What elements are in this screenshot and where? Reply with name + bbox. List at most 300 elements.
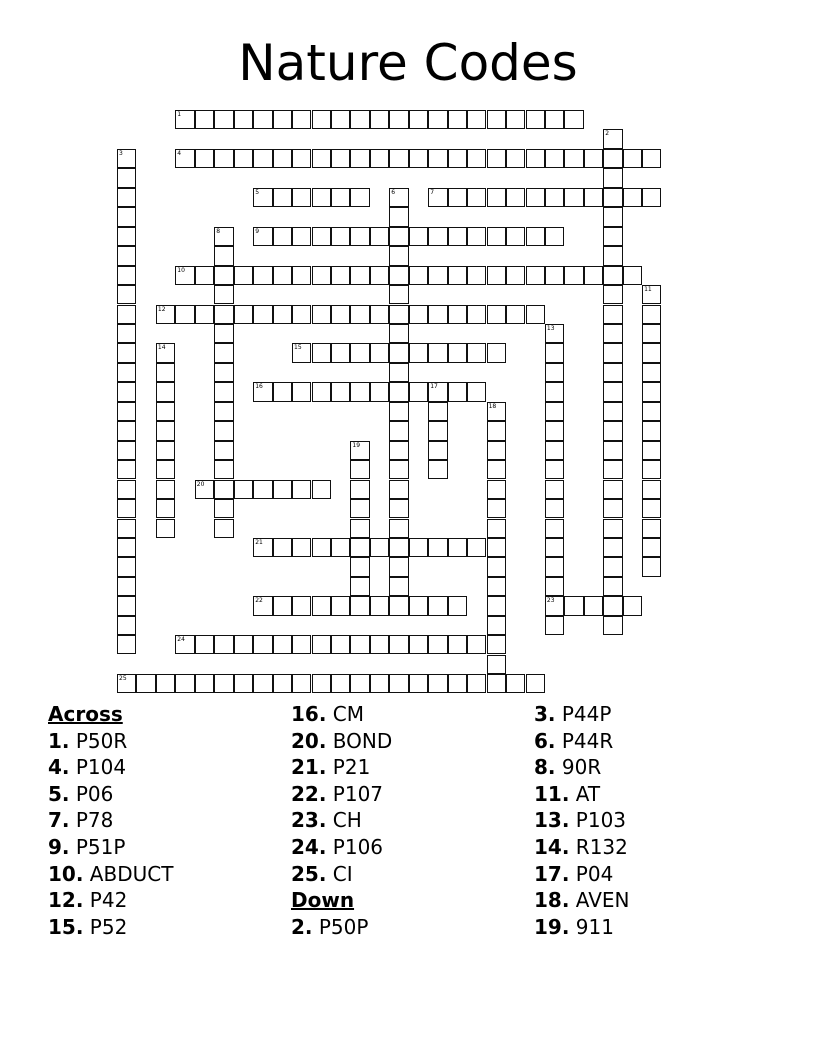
grid-cell[interactable]: [214, 110, 233, 129]
grid-cell[interactable]: [545, 149, 564, 168]
grid-cell[interactable]: [642, 402, 661, 421]
grid-cell[interactable]: [603, 480, 622, 499]
grid-cell[interactable]: [545, 110, 564, 129]
grid-cell[interactable]: [409, 149, 428, 168]
grid-cell[interactable]: [312, 596, 331, 615]
grid-cell[interactable]: [487, 343, 506, 362]
grid-cell[interactable]: [545, 519, 564, 538]
grid-cell[interactable]: [545, 616, 564, 635]
grid-cell[interactable]: [506, 674, 525, 693]
grid-cell[interactable]: [117, 168, 136, 187]
grid-cell[interactable]: [409, 227, 428, 246]
grid-cell[interactable]: [448, 343, 467, 362]
grid-cell[interactable]: [117, 557, 136, 576]
grid-cell[interactable]: [350, 557, 369, 576]
grid-cell[interactable]: [253, 596, 272, 615]
grid-cell[interactable]: [117, 363, 136, 382]
grid-cell[interactable]: [389, 343, 408, 362]
grid-cell[interactable]: [331, 110, 350, 129]
grid-cell[interactable]: [603, 246, 622, 265]
grid-cell[interactable]: [389, 557, 408, 576]
grid-cell[interactable]: [506, 266, 525, 285]
grid-cell[interactable]: [409, 596, 428, 615]
grid-cell[interactable]: [350, 441, 369, 460]
grid-cell[interactable]: [487, 305, 506, 324]
grid-cell[interactable]: [331, 343, 350, 362]
grid-cell[interactable]: [487, 596, 506, 615]
grid-cell[interactable]: [467, 149, 486, 168]
grid-cell[interactable]: [117, 266, 136, 285]
grid-cell[interactable]: [428, 441, 447, 460]
grid-cell[interactable]: [214, 674, 233, 693]
grid-cell[interactable]: [428, 635, 447, 654]
grid-cell[interactable]: [389, 480, 408, 499]
grid-cell[interactable]: [350, 227, 369, 246]
grid-cell[interactable]: [195, 110, 214, 129]
grid-cell[interactable]: [545, 363, 564, 382]
grid-cell[interactable]: [545, 596, 564, 615]
grid-cell[interactable]: [545, 499, 564, 518]
grid-cell[interactable]: [584, 596, 603, 615]
grid-cell[interactable]: [603, 577, 622, 596]
grid-cell[interactable]: [292, 538, 311, 557]
grid-cell[interactable]: [350, 188, 369, 207]
grid-cell[interactable]: [603, 596, 622, 615]
grid-cell[interactable]: [370, 343, 389, 362]
grid-cell[interactable]: [370, 266, 389, 285]
grid-cell[interactable]: [117, 324, 136, 343]
grid-cell[interactable]: [195, 674, 214, 693]
grid-cell[interactable]: [584, 266, 603, 285]
grid-cell[interactable]: [331, 227, 350, 246]
grid-cell[interactable]: [273, 538, 292, 557]
grid-cell[interactable]: [117, 674, 136, 693]
grid-cell[interactable]: [428, 188, 447, 207]
grid-cell[interactable]: [448, 596, 467, 615]
grid-cell[interactable]: [117, 596, 136, 615]
grid-cell[interactable]: [428, 149, 447, 168]
grid-cell[interactable]: [487, 149, 506, 168]
grid-cell[interactable]: [312, 480, 331, 499]
grid-cell[interactable]: [214, 363, 233, 382]
grid-cell[interactable]: [409, 305, 428, 324]
grid-cell[interactable]: [487, 577, 506, 596]
grid-cell[interactable]: [331, 188, 350, 207]
grid-cell[interactable]: [389, 207, 408, 226]
grid-cell[interactable]: [370, 110, 389, 129]
grid-cell[interactable]: [603, 207, 622, 226]
grid-cell[interactable]: [370, 149, 389, 168]
grid-cell[interactable]: [409, 674, 428, 693]
grid-cell[interactable]: [370, 596, 389, 615]
grid-cell[interactable]: [389, 421, 408, 440]
grid-cell[interactable]: [467, 538, 486, 557]
grid-cell[interactable]: [117, 616, 136, 635]
grid-cell[interactable]: [331, 596, 350, 615]
grid-cell[interactable]: [389, 635, 408, 654]
grid-cell[interactable]: [312, 674, 331, 693]
grid-cell[interactable]: [389, 460, 408, 479]
grid-cell[interactable]: [350, 110, 369, 129]
grid-cell[interactable]: [428, 596, 447, 615]
grid-cell[interactable]: [389, 188, 408, 207]
grid-cell[interactable]: [428, 382, 447, 401]
grid-cell[interactable]: [312, 266, 331, 285]
grid-cell[interactable]: [389, 577, 408, 596]
grid-cell[interactable]: [117, 480, 136, 499]
grid-cell[interactable]: [642, 324, 661, 343]
grid-cell[interactable]: [331, 674, 350, 693]
grid-cell[interactable]: [195, 305, 214, 324]
grid-cell[interactable]: [253, 266, 272, 285]
grid-cell[interactable]: [117, 635, 136, 654]
grid-cell[interactable]: [214, 402, 233, 421]
grid-cell[interactable]: [350, 305, 369, 324]
grid-cell[interactable]: [467, 266, 486, 285]
grid-cell[interactable]: [156, 421, 175, 440]
grid-cell[interactable]: [370, 635, 389, 654]
grid-cell[interactable]: [603, 499, 622, 518]
grid-cell[interactable]: [603, 441, 622, 460]
grid-cell[interactable]: [136, 674, 155, 693]
grid-cell[interactable]: [603, 616, 622, 635]
grid-cell[interactable]: [292, 188, 311, 207]
grid-cell[interactable]: [603, 168, 622, 187]
grid-cell[interactable]: [292, 110, 311, 129]
grid-cell[interactable]: [642, 557, 661, 576]
grid-cell[interactable]: [487, 519, 506, 538]
grid-cell[interactable]: [564, 149, 583, 168]
grid-cell[interactable]: [156, 441, 175, 460]
grid-cell[interactable]: [428, 227, 447, 246]
grid-cell[interactable]: [448, 674, 467, 693]
grid-cell[interactable]: [506, 149, 525, 168]
grid-cell[interactable]: [214, 324, 233, 343]
grid-cell[interactable]: [448, 538, 467, 557]
grid-cell[interactable]: [506, 110, 525, 129]
grid-cell[interactable]: [214, 149, 233, 168]
grid-cell[interactable]: [214, 499, 233, 518]
grid-cell[interactable]: [117, 421, 136, 440]
grid-cell[interactable]: [545, 538, 564, 557]
grid-cell[interactable]: [448, 188, 467, 207]
grid-cell[interactable]: [642, 343, 661, 362]
grid-cell[interactable]: [603, 421, 622, 440]
grid-cell[interactable]: [331, 635, 350, 654]
grid-cell[interactable]: [642, 441, 661, 460]
grid-cell[interactable]: [545, 577, 564, 596]
grid-cell[interactable]: [253, 382, 272, 401]
grid-cell[interactable]: [312, 538, 331, 557]
grid-cell[interactable]: [117, 285, 136, 304]
grid-cell[interactable]: [545, 441, 564, 460]
grid-cell[interactable]: [195, 266, 214, 285]
grid-cell[interactable]: [564, 596, 583, 615]
grid-cell[interactable]: [409, 110, 428, 129]
grid-cell[interactable]: [564, 110, 583, 129]
grid-cell[interactable]: [545, 460, 564, 479]
grid-cell[interactable]: [312, 382, 331, 401]
grid-cell[interactable]: [370, 227, 389, 246]
grid-cell[interactable]: [253, 674, 272, 693]
grid-cell[interactable]: [545, 188, 564, 207]
grid-cell[interactable]: [350, 538, 369, 557]
grid-cell[interactable]: [428, 110, 447, 129]
grid-cell[interactable]: [487, 402, 506, 421]
grid-cell[interactable]: [331, 266, 350, 285]
grid-cell[interactable]: [214, 441, 233, 460]
grid-cell[interactable]: [428, 266, 447, 285]
grid-cell[interactable]: [448, 635, 467, 654]
grid-cell[interactable]: [253, 635, 272, 654]
grid-cell[interactable]: [642, 421, 661, 440]
grid-cell[interactable]: [389, 227, 408, 246]
grid-cell[interactable]: [117, 188, 136, 207]
grid-cell[interactable]: [156, 402, 175, 421]
grid-cell[interactable]: [234, 266, 253, 285]
grid-cell[interactable]: [156, 460, 175, 479]
grid-cell[interactable]: [623, 149, 642, 168]
grid-cell[interactable]: [117, 149, 136, 168]
grid-cell[interactable]: [428, 674, 447, 693]
grid-cell[interactable]: [467, 305, 486, 324]
grid-cell[interactable]: [526, 305, 545, 324]
grid-cell[interactable]: [526, 227, 545, 246]
grid-cell[interactable]: [409, 382, 428, 401]
grid-cell[interactable]: [487, 616, 506, 635]
grid-cell[interactable]: [273, 227, 292, 246]
grid-cell[interactable]: [117, 343, 136, 362]
grid-cell[interactable]: [273, 149, 292, 168]
grid-cell[interactable]: [175, 635, 194, 654]
grid-cell[interactable]: [642, 460, 661, 479]
grid-cell[interactable]: [234, 480, 253, 499]
grid-cell[interactable]: [350, 577, 369, 596]
grid-cell[interactable]: [253, 227, 272, 246]
grid-cell[interactable]: [642, 285, 661, 304]
grid-cell[interactable]: [214, 343, 233, 362]
grid-cell[interactable]: [487, 266, 506, 285]
grid-cell[interactable]: [292, 382, 311, 401]
grid-cell[interactable]: [603, 266, 622, 285]
grid-cell[interactable]: [175, 674, 194, 693]
grid-cell[interactable]: [350, 460, 369, 479]
grid-cell[interactable]: [214, 421, 233, 440]
grid-cell[interactable]: [642, 188, 661, 207]
grid-cell[interactable]: [156, 519, 175, 538]
grid-cell[interactable]: [156, 305, 175, 324]
grid-cell[interactable]: [389, 363, 408, 382]
grid-cell[interactable]: [526, 188, 545, 207]
grid-cell[interactable]: [117, 207, 136, 226]
grid-cell[interactable]: [292, 635, 311, 654]
grid-cell[interactable]: [350, 343, 369, 362]
grid-cell[interactable]: [603, 343, 622, 362]
grid-cell[interactable]: [156, 499, 175, 518]
grid-cell[interactable]: [117, 441, 136, 460]
grid-cell[interactable]: [195, 149, 214, 168]
grid-cell[interactable]: [467, 188, 486, 207]
grid-cell[interactable]: [642, 149, 661, 168]
grid-cell[interactable]: [214, 285, 233, 304]
grid-cell[interactable]: [642, 305, 661, 324]
grid-cell[interactable]: [487, 421, 506, 440]
grid-cell[interactable]: [487, 460, 506, 479]
grid-cell[interactable]: [603, 129, 622, 148]
grid-cell[interactable]: [428, 305, 447, 324]
grid-cell[interactable]: [195, 635, 214, 654]
grid-cell[interactable]: [117, 460, 136, 479]
grid-cell[interactable]: [389, 674, 408, 693]
grid-cell[interactable]: [448, 305, 467, 324]
grid-cell[interactable]: [487, 227, 506, 246]
grid-cell[interactable]: [487, 674, 506, 693]
grid-cell[interactable]: [545, 266, 564, 285]
grid-cell[interactable]: [273, 382, 292, 401]
grid-cell[interactable]: [409, 266, 428, 285]
grid-cell[interactable]: [623, 188, 642, 207]
grid-cell[interactable]: [487, 188, 506, 207]
grid-cell[interactable]: [389, 382, 408, 401]
grid-cell[interactable]: [487, 635, 506, 654]
grid-cell[interactable]: [234, 149, 253, 168]
grid-cell[interactable]: [253, 188, 272, 207]
grid-cell[interactable]: [350, 499, 369, 518]
grid-cell[interactable]: [545, 480, 564, 499]
grid-cell[interactable]: [389, 324, 408, 343]
grid-cell[interactable]: [312, 635, 331, 654]
grid-cell[interactable]: [253, 305, 272, 324]
grid-cell[interactable]: [448, 227, 467, 246]
grid-cell[interactable]: [545, 382, 564, 401]
grid-cell[interactable]: [292, 149, 311, 168]
grid-cell[interactable]: [389, 596, 408, 615]
grid-cell[interactable]: [175, 305, 194, 324]
grid-cell[interactable]: [487, 441, 506, 460]
grid-cell[interactable]: [370, 382, 389, 401]
grid-cell[interactable]: [312, 110, 331, 129]
grid-cell[interactable]: [389, 266, 408, 285]
grid-cell[interactable]: [467, 382, 486, 401]
grid-cell[interactable]: [603, 363, 622, 382]
grid-cell[interactable]: [253, 149, 272, 168]
grid-cell[interactable]: [312, 188, 331, 207]
grid-cell[interactable]: [603, 188, 622, 207]
grid-cell[interactable]: [487, 499, 506, 518]
grid-cell[interactable]: [273, 480, 292, 499]
grid-cell[interactable]: [487, 557, 506, 576]
grid-cell[interactable]: [506, 188, 525, 207]
grid-cell[interactable]: [642, 480, 661, 499]
grid-cell[interactable]: [526, 149, 545, 168]
grid-cell[interactable]: [467, 227, 486, 246]
grid-cell[interactable]: [350, 480, 369, 499]
grid-cell[interactable]: [409, 538, 428, 557]
grid-cell[interactable]: [389, 149, 408, 168]
grid-cell[interactable]: [292, 674, 311, 693]
grid-cell[interactable]: [292, 480, 311, 499]
grid-cell[interactable]: [603, 557, 622, 576]
grid-cell[interactable]: [428, 402, 447, 421]
grid-cell[interactable]: [642, 499, 661, 518]
grid-cell[interactable]: [117, 538, 136, 557]
grid-cell[interactable]: [428, 343, 447, 362]
grid-cell[interactable]: [214, 227, 233, 246]
grid-cell[interactable]: [389, 285, 408, 304]
grid-cell[interactable]: [506, 227, 525, 246]
grid-cell[interactable]: [487, 538, 506, 557]
grid-cell[interactable]: [467, 110, 486, 129]
grid-cell[interactable]: [389, 538, 408, 557]
grid-cell[interactable]: [389, 499, 408, 518]
grid-cell[interactable]: [273, 596, 292, 615]
grid-cell[interactable]: [545, 227, 564, 246]
grid-cell[interactable]: [389, 110, 408, 129]
grid-cell[interactable]: [487, 480, 506, 499]
grid-cell[interactable]: [409, 343, 428, 362]
grid-cell[interactable]: [545, 557, 564, 576]
grid-cell[interactable]: [526, 674, 545, 693]
grid-cell[interactable]: [350, 596, 369, 615]
grid-cell[interactable]: [428, 460, 447, 479]
grid-cell[interactable]: [156, 363, 175, 382]
grid-cell[interactable]: [428, 538, 447, 557]
grid-cell[interactable]: [273, 635, 292, 654]
grid-cell[interactable]: [214, 305, 233, 324]
grid-cell[interactable]: [389, 441, 408, 460]
grid-cell[interactable]: [603, 460, 622, 479]
grid-cell[interactable]: [370, 674, 389, 693]
grid-cell[interactable]: [331, 305, 350, 324]
grid-cell[interactable]: [350, 519, 369, 538]
grid-cell[interactable]: [292, 596, 311, 615]
grid-cell[interactable]: [214, 519, 233, 538]
grid-cell[interactable]: [214, 635, 233, 654]
grid-cell[interactable]: [273, 110, 292, 129]
grid-cell[interactable]: [389, 402, 408, 421]
grid-cell[interactable]: [487, 110, 506, 129]
grid-cell[interactable]: [156, 343, 175, 362]
grid-cell[interactable]: [370, 538, 389, 557]
grid-cell[interactable]: [603, 382, 622, 401]
grid-cell[interactable]: [156, 480, 175, 499]
grid-cell[interactable]: [312, 227, 331, 246]
grid-cell[interactable]: [350, 266, 369, 285]
grid-cell[interactable]: [175, 149, 194, 168]
grid-cell[interactable]: [292, 266, 311, 285]
grid-cell[interactable]: [350, 382, 369, 401]
grid-cell[interactable]: [253, 480, 272, 499]
grid-cell[interactable]: [526, 110, 545, 129]
grid-cell[interactable]: [117, 382, 136, 401]
grid-cell[interactable]: [603, 519, 622, 538]
grid-cell[interactable]: [545, 421, 564, 440]
grid-cell[interactable]: [370, 305, 389, 324]
grid-cell[interactable]: [350, 674, 369, 693]
grid-cell[interactable]: [292, 343, 311, 362]
grid-cell[interactable]: [331, 538, 350, 557]
grid-cell[interactable]: [448, 266, 467, 285]
grid-cell[interactable]: [117, 499, 136, 518]
grid-cell[interactable]: [273, 305, 292, 324]
grid-cell[interactable]: [642, 363, 661, 382]
grid-cell[interactable]: [214, 382, 233, 401]
grid-cell[interactable]: [253, 110, 272, 129]
grid-cell[interactable]: [623, 266, 642, 285]
grid-cell[interactable]: [234, 674, 253, 693]
grid-cell[interactable]: [292, 227, 311, 246]
grid-cell[interactable]: [273, 188, 292, 207]
